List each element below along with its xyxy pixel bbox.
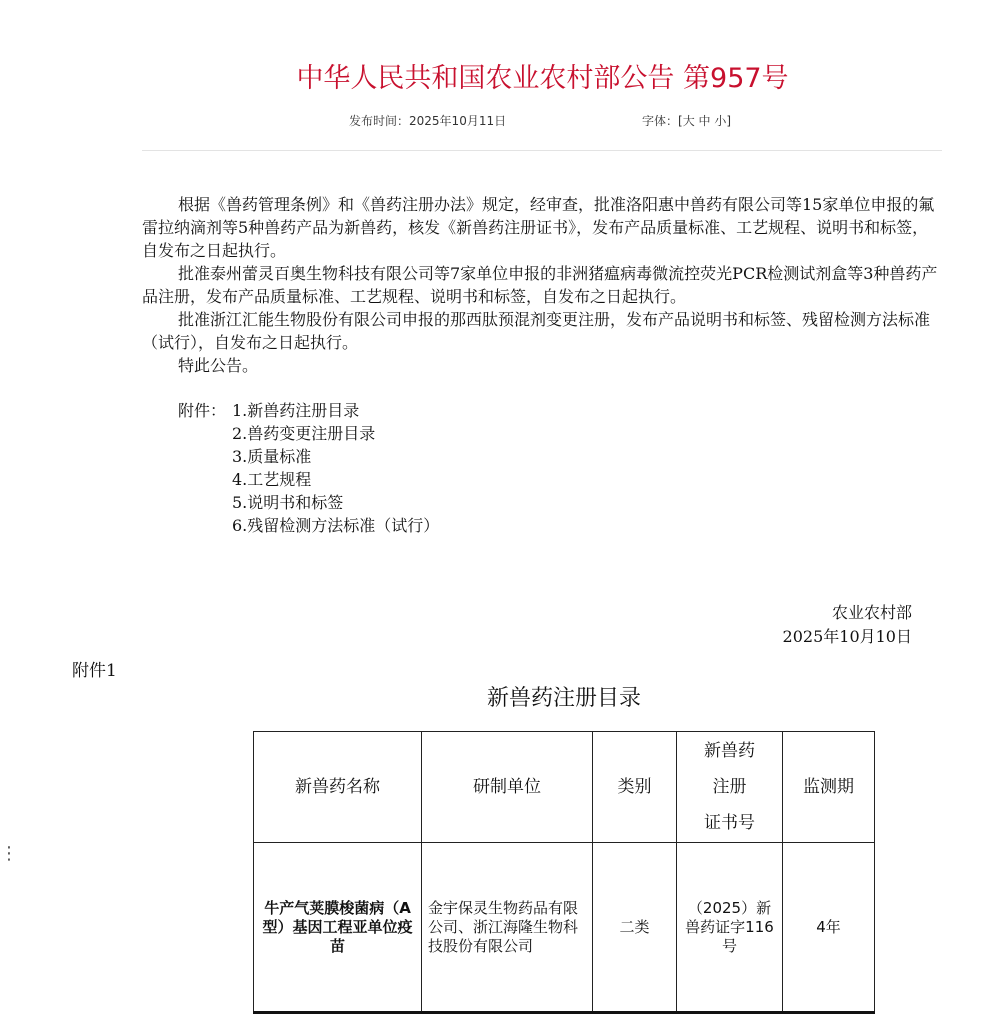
font-bracket-open: [ [678, 114, 683, 128]
attachment-item[interactable]: 5.说明书和标签 [232, 493, 344, 512]
signature-org: 农业农村部 [831, 603, 912, 622]
font-size-label: 字体： [642, 114, 679, 128]
attachment-item[interactable]: 2.兽药变更注册目录 [232, 424, 376, 443]
body-paragraph: 特此公告。 [178, 356, 259, 375]
header-drug-name: 新兽药名称 [254, 732, 422, 843]
font-bracket-close: ] [726, 114, 732, 128]
cell-category: 二类 [593, 843, 677, 1013]
publish-date [349, 112, 506, 129]
header-monitoring-period: 监测期 [783, 732, 875, 843]
font-medium-button[interactable]: 中 [698, 114, 711, 128]
cell-drug-name: 牛产气荚膜梭菌病（A型）基因工程亚单位疫苗 [254, 843, 422, 1013]
annex-title: 新兽药注册目录 [486, 686, 641, 711]
announcement-body [142, 193, 942, 377]
cell-monitoring-period: 4年 [783, 843, 875, 1013]
cell-certificate-no: （2025）新兽药证字116号 [677, 843, 783, 1013]
body-paragraph: 批准泰州蕾灵百奥生物科技有限公司等7家单位申报的非洲猪瘟病毒微流控荧光PCR检测试剂盒等3种兽药产品注册，发布产品质量标准、工艺规程、说明书和标签，自发布之日起执行。 [142, 264, 938, 306]
header-developer: 研制单位 [422, 732, 593, 843]
font-small-button[interactable]: 小 [714, 114, 727, 128]
table-row [254, 843, 875, 1013]
page-title: 中华人民共和国农业农村部公告 第957号 [296, 63, 789, 94]
font-large-button[interactable]: 大 [682, 114, 695, 128]
body-paragraph: 批准浙江汇能生物股份有限公司申报的那西肽预混剂变更注册，发布产品说明书和标签、残留检测方法标准（试行），自发布之日起执行。 [142, 310, 931, 352]
cell-developer: 金宇保灵生物药品有限公司、浙江海隆生物科技股份有限公司 [422, 843, 593, 1013]
attachment-item[interactable]: 3.质量标准 [232, 447, 312, 466]
font-size-selector [642, 112, 731, 129]
table-header-row [254, 732, 875, 843]
attachment-item[interactable]: 1.新兽药注册目录 [232, 401, 360, 420]
header-category: 类别 [593, 732, 677, 843]
attachment-label: 附件： [178, 401, 227, 420]
publish-date-label: 发布时间： [349, 114, 410, 128]
attachment-item[interactable]: 6.残留检测方法标准（试行） [232, 516, 440, 535]
signature-date: 2025年10月10日 [782, 627, 912, 646]
header-divider [142, 150, 942, 151]
signature-block [760, 601, 912, 649]
more-vertical-icon[interactable]: ⋮ [0, 843, 18, 864]
registration-table [253, 731, 875, 1014]
attachment-item[interactable]: 4.工艺规程 [232, 470, 312, 489]
header-certificate-no: 新兽药 注册 证书号 [677, 732, 783, 843]
body-paragraph: 根据《兽药管理条例》和《兽药注册办法》规定，经审查，批准洛阳惠中兽药有限公司等15家单位申报的氟雷拉纳滴剂等5种兽药产品为新兽药，核发《新兽药注册证书》，发布产品质量标准、工艺规程、说明书和标签，自发布之日起执行。 [142, 195, 935, 260]
annex-label: 附件1 [72, 661, 117, 681]
publish-date-value: 2025年10月11日 [409, 114, 507, 128]
